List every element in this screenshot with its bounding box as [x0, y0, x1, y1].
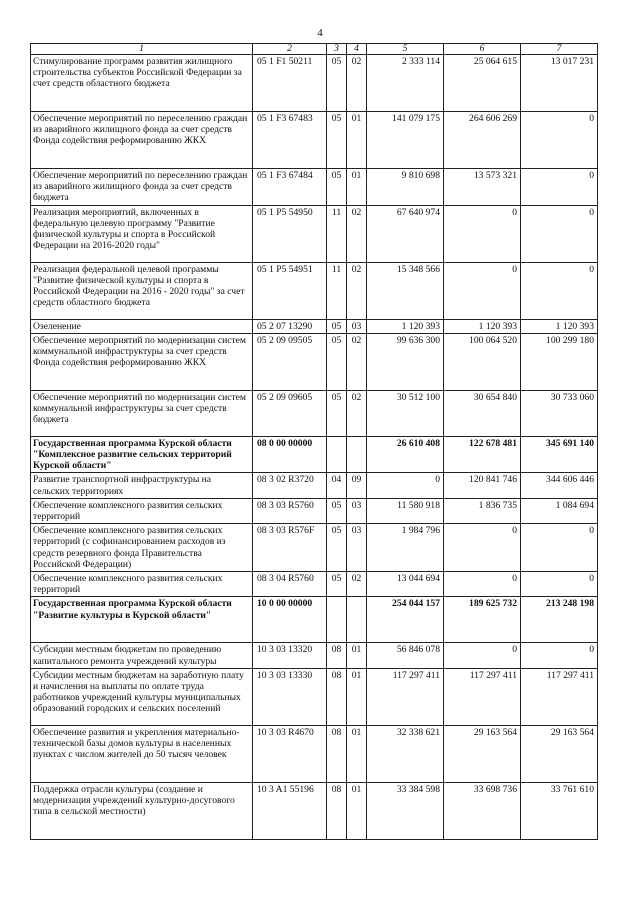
row-amount-2023: 1 120 393 [521, 319, 598, 333]
row-section: 04 [327, 473, 347, 498]
column-number: 6 [444, 44, 521, 55]
row-code: 08 3 03 R5760 [253, 498, 327, 523]
row-amount-2023: 117 297 411 [521, 668, 598, 725]
row-subsection: 02 [347, 262, 367, 319]
row-name: Обеспечение мероприятий по модернизации систем коммунальной инфраструктуры за счет средств Фонда содействия реформированию ЖКХ [31, 333, 253, 390]
row-name: Субсидии местным бюджетам на заработную плату и начисления на выплаты по оплате труда работников учреждений культуры муниципальных образований городских и сельских поселений [31, 668, 253, 725]
table-row [31, 572, 598, 597]
row-name: Обеспечение мероприятий по модернизации систем коммунальной инфраструктуры за счет средств бюджета [31, 390, 253, 436]
row-amount-2021: 117 297 411 [367, 668, 444, 725]
row-amount-2022: 264 606 269 [444, 112, 521, 169]
row-amount-2021: 9 810 698 [367, 169, 444, 206]
row-name: Субсидии местным бюджетам по проведению капитального ремонта учреждений культуры [31, 643, 253, 668]
row-section: 05 [327, 319, 347, 333]
row-amount-2022: 122 678 481 [444, 436, 521, 473]
row-amount-2022: 33 698 736 [444, 782, 521, 839]
table-row [31, 333, 598, 390]
row-code: 05 2 09 09605 [253, 390, 327, 436]
table-row [31, 169, 598, 206]
row-amount-2022: 29 163 564 [444, 725, 521, 782]
row-subsection: 01 [347, 112, 367, 169]
row-amount-2022: 189 625 732 [444, 597, 521, 643]
row-section: 08 [327, 782, 347, 839]
column-number: 5 [367, 44, 444, 55]
row-name: Озеленение [31, 319, 253, 333]
row-section: 11 [327, 262, 347, 319]
row-amount-2021: 67 640 974 [367, 205, 444, 262]
row-code: 05 2 09 09505 [253, 333, 327, 390]
row-code: 10 3 03 R4670 [253, 725, 327, 782]
row-subsection: 02 [347, 572, 367, 597]
row-amount-2021: 141 079 175 [367, 112, 444, 169]
row-amount-2021: 254 044 157 [367, 597, 444, 643]
row-subsection [347, 597, 367, 643]
row-subsection: 02 [347, 333, 367, 390]
row-section: 08 [327, 668, 347, 725]
row-name: Обеспечение комплексного развития сельских территорий (с софинансированием расходов из средств резервного фонда Правительства Российской Федерации) [31, 524, 253, 572]
table-row [31, 498, 598, 523]
row-name: Обеспечение мероприятий по переселению граждан из аварийного жилищного фонда за счет средств Фонда содействия реформированию ЖКХ [31, 112, 253, 169]
row-name: Обеспечение комплексного развития сельских территорий [31, 498, 253, 523]
table-row [31, 668, 598, 725]
row-amount-2022: 0 [444, 643, 521, 668]
row-amount-2021: 13 044 694 [367, 572, 444, 597]
row-subsection: 01 [347, 169, 367, 206]
row-amount-2023: 0 [521, 112, 598, 169]
row-amount-2021: 32 338 621 [367, 725, 444, 782]
row-code: 05 1 F3 67484 [253, 169, 327, 206]
row-section: 05 [327, 390, 347, 436]
row-amount-2021: 1 984 796 [367, 524, 444, 572]
row-section [327, 597, 347, 643]
row-code: 05 1 F3 67483 [253, 112, 327, 169]
table-row [31, 473, 598, 498]
row-amount-2022: 1 120 393 [444, 319, 521, 333]
row-code: 10 3 03 13320 [253, 643, 327, 668]
row-subsection [347, 436, 367, 473]
row-section: 05 [327, 169, 347, 206]
column-number: 7 [521, 44, 598, 55]
row-amount-2023: 13 017 231 [521, 55, 598, 112]
row-subsection: 03 [347, 498, 367, 523]
page-number: 4 [317, 27, 323, 39]
row-amount-2022: 0 [444, 262, 521, 319]
table-row [31, 782, 598, 839]
row-amount-2021: 26 610 408 [367, 436, 444, 473]
row-amount-2023: 213 248 198 [521, 597, 598, 643]
row-subsection: 01 [347, 725, 367, 782]
row-section: 05 [327, 55, 347, 112]
row-code: 10 3 A1 55196 [253, 782, 327, 839]
row-section: 11 [327, 205, 347, 262]
row-amount-2022: 0 [444, 524, 521, 572]
table-row [31, 262, 598, 319]
row-name: Государственная программа Курской области "Комплексное развитие сельских территорий Курской области" [31, 436, 253, 473]
row-amount-2021: 11 580 918 [367, 498, 444, 523]
row-amount-2023: 0 [521, 643, 598, 668]
column-number: 4 [347, 44, 367, 55]
row-amount-2023: 0 [521, 205, 598, 262]
row-code: 08 3 03 R576F [253, 524, 327, 572]
row-amount-2022: 0 [444, 572, 521, 597]
table-row [31, 643, 598, 668]
row-section: 08 [327, 643, 347, 668]
row-amount-2023: 33 761 610 [521, 782, 598, 839]
row-name: Развитие транспортной инфраструктуры на сельских территориях [31, 473, 253, 498]
row-section: 05 [327, 112, 347, 169]
row-code: 05 1 P5 54951 [253, 262, 327, 319]
row-amount-2023: 0 [521, 524, 598, 572]
row-subsection: 02 [347, 390, 367, 436]
row-code: 05 1 F1 50211 [253, 55, 327, 112]
row-amount-2021: 15 348 566 [367, 262, 444, 319]
row-subsection: 01 [347, 668, 367, 725]
row-name: Обеспечение мероприятий по переселению граждан из аварийного жилищного фонда за счет средств бюджета [31, 169, 253, 206]
row-amount-2023: 30 733 060 [521, 390, 598, 436]
table-row [31, 390, 598, 436]
column-number: 2 [253, 44, 327, 55]
row-code: 10 0 00 00000 [253, 597, 327, 643]
row-amount-2023: 0 [521, 169, 598, 206]
table-row [31, 725, 598, 782]
table-row [31, 524, 598, 572]
row-code: 08 0 00 00000 [253, 436, 327, 473]
row-amount-2023: 345 691 140 [521, 436, 598, 473]
row-section: 05 [327, 572, 347, 597]
table-row [31, 319, 598, 333]
row-code: 10 3 03 13330 [253, 668, 327, 725]
row-amount-2023: 0 [521, 262, 598, 319]
row-name: Обеспечение развития и укрепления материально-технической базы домов культуры в населенных пунктах с числом жителей до 50 тысяч человек [31, 725, 253, 782]
row-code: 08 3 04 R5760 [253, 572, 327, 597]
row-subsection: 03 [347, 319, 367, 333]
row-amount-2022: 120 841 746 [444, 473, 521, 498]
column-number: 3 [327, 44, 347, 55]
table-row [31, 112, 598, 169]
row-subsection: 09 [347, 473, 367, 498]
row-name: Стимулирование программ развития жилищного строительства субъектов Российской Федерации за счет средств областного бюджета [31, 55, 253, 112]
row-amount-2021: 0 [367, 473, 444, 498]
row-amount-2022: 13 573 321 [444, 169, 521, 206]
row-code: 05 2 07 13290 [253, 319, 327, 333]
table-row [31, 597, 598, 643]
row-name: Поддержка отрасли культуры (создание и модернизация учреждений культурно-досугового типа в сельской местности) [31, 782, 253, 839]
row-subsection: 02 [347, 205, 367, 262]
row-subsection: 03 [347, 524, 367, 572]
row-amount-2021: 30 512 100 [367, 390, 444, 436]
table-row [31, 205, 598, 262]
column-number: 1 [31, 44, 253, 55]
row-amount-2023: 1 084 694 [521, 498, 598, 523]
row-amount-2022: 117 297 411 [444, 668, 521, 725]
row-amount-2021: 2 333 114 [367, 55, 444, 112]
row-name: Обеспечение комплексного развития сельских территорий [31, 572, 253, 597]
row-amount-2022: 100 064 520 [444, 333, 521, 390]
row-amount-2022: 25 064 615 [444, 55, 521, 112]
table-row [31, 436, 598, 473]
row-section: 05 [327, 498, 347, 523]
row-section: 05 [327, 524, 347, 572]
row-subsection: 01 [347, 643, 367, 668]
row-amount-2021: 33 384 598 [367, 782, 444, 839]
row-section: 08 [327, 725, 347, 782]
row-name: Государственная программа Курской области "Развитие культуры в Курской области" [31, 597, 253, 643]
row-section: 05 [327, 333, 347, 390]
row-amount-2023: 29 163 564 [521, 725, 598, 782]
row-code: 05 1 P5 54950 [253, 205, 327, 262]
row-amount-2023: 344 606 446 [521, 473, 598, 498]
row-subsection: 02 [347, 55, 367, 112]
row-name: Реализация федеральной целевой программы "Развитие физической культуры и спорта в Российской Федерации на 2016 - 2020 годы" за счет средств областного бюджета [31, 262, 253, 319]
column-number-row [31, 44, 598, 55]
row-amount-2021: 99 636 300 [367, 333, 444, 390]
table-row [31, 55, 598, 112]
row-amount-2022: 0 [444, 205, 521, 262]
row-amount-2021: 56 846 078 [367, 643, 444, 668]
budget-table [30, 43, 598, 840]
row-amount-2022: 1 836 735 [444, 498, 521, 523]
row-amount-2022: 30 654 840 [444, 390, 521, 436]
row-amount-2023: 0 [521, 572, 598, 597]
row-amount-2023: 100 299 180 [521, 333, 598, 390]
row-section [327, 436, 347, 473]
row-amount-2021: 1 120 393 [367, 319, 444, 333]
row-code: 08 3 02 R3720 [253, 473, 327, 498]
row-subsection: 01 [347, 782, 367, 839]
row-name: Реализация мероприятий, включенных в федеральную целевую программу "Развитие физической культуры и спорта в Российской Федерации на 2016-2020 годы" [31, 205, 253, 262]
